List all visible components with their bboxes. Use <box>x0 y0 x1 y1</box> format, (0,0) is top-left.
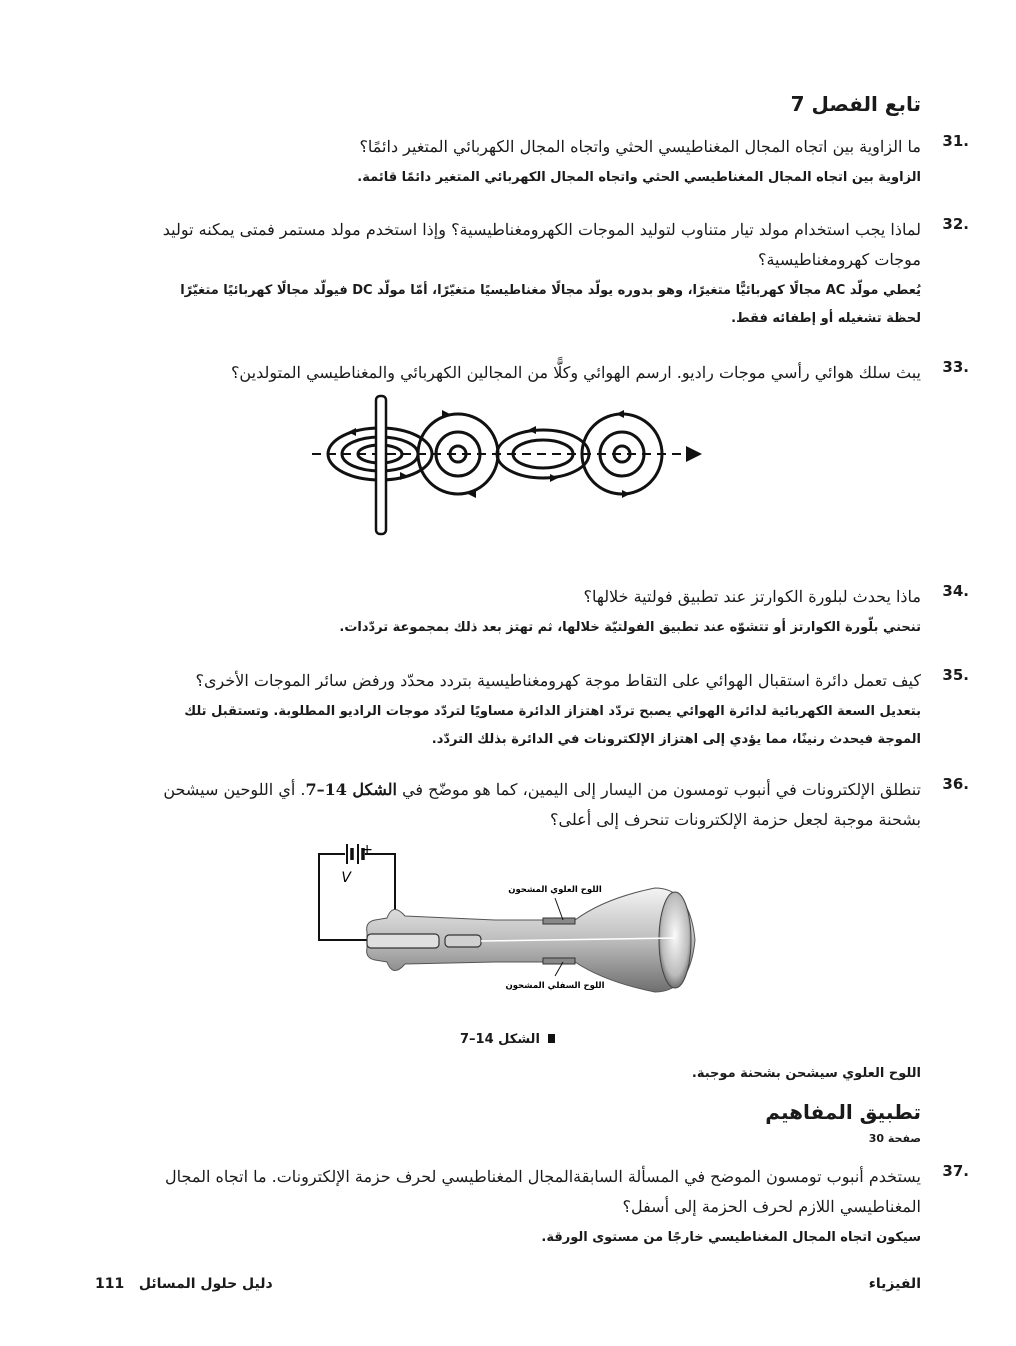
footer-guide <box>95 1276 273 1292</box>
question-32 <box>141 215 969 333</box>
thomson-tube-figure <box>305 840 705 1005</box>
footer-subject: الفيزياء <box>868 1276 921 1292</box>
question-text: كيف تعمل دائرة استقبال الهوائي على التقاط موجة كهرومغناطيسية بتردد محدّد ورفض سائر الموجات الأخرى؟ <box>195 671 921 690</box>
leader-line <box>555 898 563 920</box>
question-number: 36. <box>942 775 969 793</box>
question-text: ما الزاوية بين اتجاه المجال المغناطيسي الحثي واتجاه المجال الكهربائي المتغير دائمًا؟ <box>359 137 921 156</box>
direction-arrow <box>400 472 408 480</box>
section-title: تطبيق المفاهيم <box>765 1100 921 1124</box>
antenna-rod <box>376 396 386 534</box>
question-number: 37. <box>942 1162 969 1180</box>
answer-text: تنحني بلّورة الكوارتز أو تتشوّه عند تطبيق الفولتيّة خلالها، ثم تهتز بعد ذلك بمجموعة تردّدات. <box>339 620 921 635</box>
answer-text: سيكون اتجاه المجال المغناطيسي خارجًا من مستوى الورقة. <box>541 1230 921 1245</box>
upper-plate <box>543 918 575 924</box>
question-31 <box>141 132 969 192</box>
question-text: ماذا يحدث لبلورة الكوارتز عند تطبيق فولتية خلالها؟ <box>583 587 921 606</box>
question-number: 31. <box>942 132 969 150</box>
fluorescent-screen <box>659 892 691 988</box>
field-loop <box>600 432 644 476</box>
answer-text: الزاوية بين اتجاه المجال المغناطيسي الحثي واتجاه المجال الكهربائي المتغير دائمًا قائمة. <box>357 170 921 185</box>
cathode <box>367 934 439 948</box>
section-page-ref: صفحة 30 <box>868 1132 921 1145</box>
answer-text: بتعديل السعة الكهربائية لدائرة الهوائي يصبح تردّد اهتزاز الدائرة مساويًا لتردّد موجات الراديو المطلوبة. وتستقبل تلك الموجة فيحدث رنينًا، مما يؤدي إلى اهتزاز الإلكترونات في الدائرة بذلك التردّد. <box>184 704 921 747</box>
anode <box>445 935 481 947</box>
battery-label: V <box>341 870 351 886</box>
direction-arrow <box>622 490 630 498</box>
direction-arrow <box>348 428 356 436</box>
question-text: لماذا يجب استخدام مولد تيار متناوب لتوليد الموجات الكهرومغناطيسية؟ وإذا استخدم مولد مستمر فمتى يمكنه توليد موجات كهرومغناطيسية؟ <box>162 220 921 269</box>
question-text: يبث سلك هوائي رأسي موجات راديو. ارسم الهوائي وكلًّا من المجالين الكهربائي والمغناطيسي المتولدين؟ <box>230 363 921 382</box>
question-36 <box>141 775 969 835</box>
figure-reference: الشكل 14–7 <box>305 780 397 799</box>
figure-caption: الشكل 14–7 <box>460 1032 555 1047</box>
question-34 <box>141 582 969 642</box>
field-loop <box>436 432 480 476</box>
plus-sign: + <box>361 842 373 858</box>
direction-arrow <box>616 410 624 418</box>
page-number: 111 <box>95 1276 125 1292</box>
lower-plate <box>543 958 575 964</box>
direction-arrow <box>550 474 558 482</box>
question-35 <box>141 666 969 754</box>
question-number: 32. <box>942 215 969 233</box>
caption-marker-icon <box>548 1034 555 1043</box>
question-number: 35. <box>942 666 969 684</box>
antenna-field-diagram <box>300 392 720 542</box>
lower-plate-label: اللوح السفلي المشحون <box>505 981 605 991</box>
circuit-wire <box>365 854 395 912</box>
chapter-title: تابع الفصل 7 <box>790 92 921 116</box>
upper-plate-label: اللوح العلوي المشحون <box>508 885 602 895</box>
question-37 <box>141 1162 969 1252</box>
answer-text: يُعطي مولّد AC مجالًا كهربائيًّا متغيرًا، وهو بدوره يولّد مجالًا مغناطيسيًا متغيّرًا، أمّا مولّد DC فيولّد مجالًا كهربائيًا متغيّرًا لحظة تشغيله أو إطفائه فقط. <box>180 283 921 326</box>
guide-title: دليل حلول المسائل <box>138 1276 273 1292</box>
question-text: تنطلق الإلكترونات في أنبوب تومسون من اليسار إلى اليمين، كما هو موضّح في الشكل 14–7. أي اللوحين سيشحن بشحنة موجبة لجعل حزمة الإلكترونات تنحرف إلى أعلى؟ <box>163 780 921 829</box>
circuit-wire <box>319 854 373 940</box>
answer-text: اللوح العلوي سيشحن بشحنة موجبة. <box>691 1066 921 1081</box>
question-text: يستخدم أنبوب تومسون الموضح في المسألة السابقةالمجال المغناطيسي لحرف حزمة الإلكترونات. ما اتجاه المجال المغناطيسي اللازم لحرف الحزمة إلى أسفل؟ <box>165 1167 921 1216</box>
question-33 <box>141 358 969 388</box>
question-number: 33. <box>942 358 969 376</box>
question-number: 34. <box>942 582 969 600</box>
direction-arrow <box>528 426 536 434</box>
